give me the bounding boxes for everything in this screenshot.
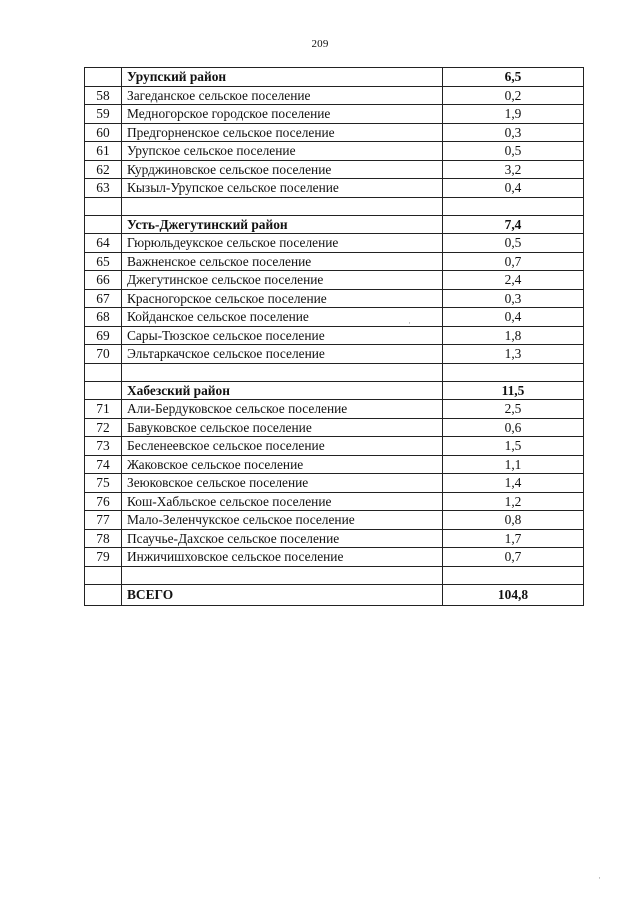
table-row: [85, 289, 584, 308]
value-cell: 0,5: [443, 142, 584, 161]
row-number: 79: [85, 548, 122, 567]
scan-mark: ·: [408, 318, 411, 328]
row-number: [85, 584, 122, 605]
district-name: Хабезский район: [122, 381, 443, 400]
value-cell: 11,5: [443, 381, 584, 400]
settlement-name: Кызыл-Урупское сельское поселение: [122, 179, 443, 198]
settlement-name: Джегутинское сельское поселение: [122, 271, 443, 290]
row-number: 66: [85, 271, 122, 290]
row-number: 69: [85, 326, 122, 345]
row-number: 59: [85, 105, 122, 124]
settlement-name: Псаучье-Дахское сельское поселение: [122, 529, 443, 548]
table-row: [85, 271, 584, 290]
page-number: 209: [311, 38, 329, 50]
settlement-name: Инжичишховское сельское поселение: [122, 548, 443, 567]
district-heading-row: [85, 381, 584, 400]
settlement-name: Зеюковское сельское поселение: [122, 474, 443, 493]
value-cell: 1,5: [443, 437, 584, 456]
spacer-row: [85, 566, 584, 584]
value-cell: 1,8: [443, 326, 584, 345]
settlement-name: Красногорское сельское поселение: [122, 289, 443, 308]
table-body: [85, 68, 584, 606]
row-number: 75: [85, 474, 122, 493]
row-number: 64: [85, 234, 122, 253]
row-number: 70: [85, 345, 122, 364]
value-cell: 0,4: [443, 308, 584, 327]
settlement-name: Бавуковское сельское поселение: [122, 418, 443, 437]
row-number: 78: [85, 529, 122, 548]
table-row: [85, 123, 584, 142]
settlement-name: Бесленеевское сельское поселение: [122, 437, 443, 456]
value-cell: 0,7: [443, 548, 584, 567]
value-cell: 0,7: [443, 252, 584, 271]
value-cell: 3,2: [443, 160, 584, 179]
settlement-name: Урупское сельское поселение: [122, 142, 443, 161]
value-cell: 1,1: [443, 455, 584, 474]
settlement-table: [84, 67, 584, 606]
row-number: 73: [85, 437, 122, 456]
row-number: 74: [85, 455, 122, 474]
total-row: [85, 584, 584, 605]
settlement-name: [122, 363, 443, 381]
table-row: [85, 142, 584, 161]
row-number: 68: [85, 308, 122, 327]
value-cell: [443, 566, 584, 584]
row-number: 63: [85, 179, 122, 198]
table-row: [85, 160, 584, 179]
value-cell: 0,4: [443, 179, 584, 198]
settlement-name: Медногорское городское поселение: [122, 105, 443, 124]
district-name: Урупский район: [122, 68, 443, 87]
settlement-name: Эльтаркачское сельское поселение: [122, 345, 443, 364]
table-row: [85, 308, 584, 327]
row-number: 61: [85, 142, 122, 161]
table-row: [85, 492, 584, 511]
table-row: [85, 86, 584, 105]
row-number: 72: [85, 418, 122, 437]
settlement-name: Кош-Хабльское сельское поселение: [122, 492, 443, 511]
value-cell: 2,4: [443, 271, 584, 290]
row-number: 60: [85, 123, 122, 142]
value-cell: 1,4: [443, 474, 584, 493]
table-row: [85, 252, 584, 271]
settlement-name: [122, 566, 443, 584]
total-value: 104,8: [443, 584, 584, 605]
row-number: 67: [85, 289, 122, 308]
settlement-name: Мало-Зеленчукское сельское поселение: [122, 511, 443, 530]
value-cell: 6,5: [443, 68, 584, 87]
row-number: 71: [85, 400, 122, 419]
table-row: [85, 529, 584, 548]
row-number: [85, 68, 122, 87]
table-row: [85, 105, 584, 124]
settlement-name: Важненское сельское поселение: [122, 252, 443, 271]
value-cell: [443, 363, 584, 381]
table-row: [85, 437, 584, 456]
settlement-name: Жаковское сельское поселение: [122, 455, 443, 474]
table-row: [85, 418, 584, 437]
value-cell: 1,3: [443, 345, 584, 364]
settlement-name: Сары-Тюзское сельское поселение: [122, 326, 443, 345]
settlement-name: Койданское сельское поселение: [122, 308, 443, 327]
settlement-name: Предгорненское сельское поселение: [122, 123, 443, 142]
settlement-name: [122, 197, 443, 215]
district-name: Усть-Джегутинский район: [122, 215, 443, 234]
value-cell: 0,2: [443, 86, 584, 105]
value-cell: 1,9: [443, 105, 584, 124]
value-cell: 1,2: [443, 492, 584, 511]
value-cell: 0,5: [443, 234, 584, 253]
value-cell: 0,3: [443, 289, 584, 308]
settlement-name: Курджиновское сельское поселение: [122, 160, 443, 179]
table-row: [85, 400, 584, 419]
table-row: [85, 179, 584, 198]
settlement-name: Загеданское сельское поселение: [122, 86, 443, 105]
value-cell: 0,3: [443, 123, 584, 142]
row-number: [85, 381, 122, 400]
value-cell: 0,6: [443, 418, 584, 437]
settlement-name: Али-Бердуковское сельское поселение: [122, 400, 443, 419]
row-number: [85, 215, 122, 234]
district-heading-row: [85, 68, 584, 87]
value-cell: 7,4: [443, 215, 584, 234]
table-row: [85, 455, 584, 474]
value-cell: 1,7: [443, 529, 584, 548]
table-row: [85, 345, 584, 364]
total-label: ВСЕГО: [122, 584, 443, 605]
row-number: [85, 197, 122, 215]
district-heading-row: [85, 215, 584, 234]
spacer-row: [85, 363, 584, 381]
row-number: [85, 566, 122, 584]
row-number: 76: [85, 492, 122, 511]
row-number: 62: [85, 160, 122, 179]
row-number: [85, 363, 122, 381]
table-row: [85, 548, 584, 567]
table-row: [85, 326, 584, 345]
value-cell: 0,8: [443, 511, 584, 530]
value-cell: [443, 197, 584, 215]
settlement-name: Гюрюльдеукское сельское поселение: [122, 234, 443, 253]
value-cell: 2,5: [443, 400, 584, 419]
table-row: [85, 474, 584, 493]
table-row: [85, 234, 584, 253]
row-number: 58: [85, 86, 122, 105]
row-number: 65: [85, 252, 122, 271]
table-row: [85, 511, 584, 530]
row-number: 77: [85, 511, 122, 530]
scan-mark: ·: [598, 873, 601, 883]
spacer-row: [85, 197, 584, 215]
